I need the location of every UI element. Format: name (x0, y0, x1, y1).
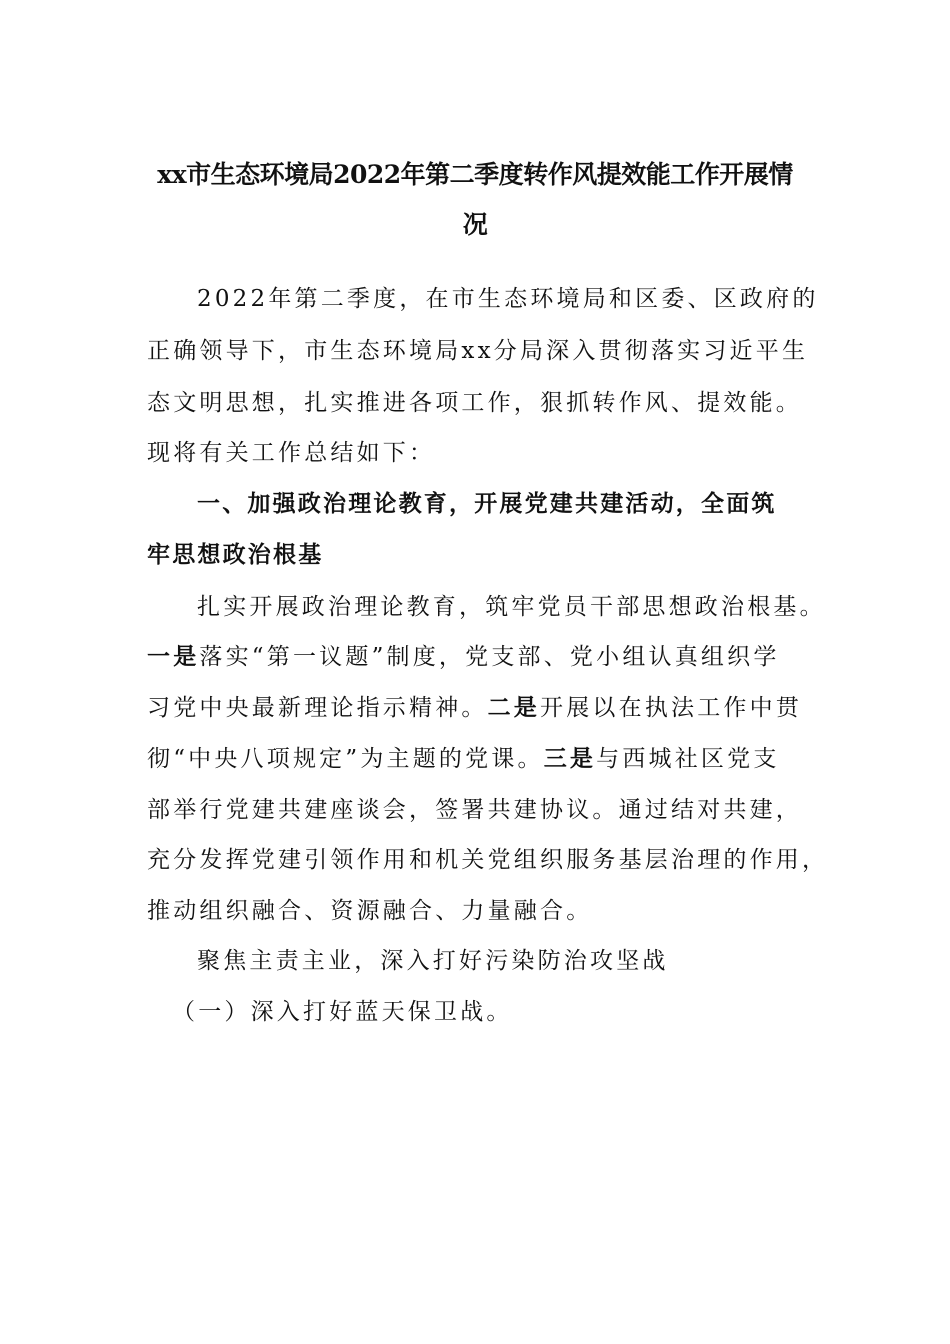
intro-paragraph-line: 正确领导下，市生态环境局xx分局深入贯彻落实习近平生 (147, 338, 809, 364)
body-text: 落实“第一议题”制度，党支部、党小组认真组织学 (199, 644, 780, 670)
section-1-heading: 一、加强政治理论教育，开展党建共建活动，全面筑 (197, 491, 777, 517)
intro-paragraph-line: 态文明思想，扎实推进各项工作，狠抓转作风、提效能。 (147, 390, 802, 416)
document-title-line-1: xx市生态环境局2022年第二季度转作风提效能工作开展情 (157, 160, 793, 189)
section-1-heading-cont: 牢思想政治根基 (147, 542, 324, 568)
body-text: 习党中央最新理论指示精神。 (147, 695, 488, 721)
body-text: 开展以在执法工作中贯 (540, 695, 803, 721)
section-1-body-line: 充分发挥党建引领作用和机关党组织服务基层治理的作用， (147, 847, 829, 873)
intro-paragraph-line: 现将有关工作总结如下： (147, 440, 436, 466)
section-1-body-line (147, 744, 780, 774)
subsection-1-heading: （一）深入打好蓝天保卫战。 (172, 999, 513, 1025)
section-2-heading: 聚焦主责主业，深入打好污染防治攻坚战 (197, 948, 669, 974)
body-text: 彻“中央八项规定”为主题的党课。 (147, 746, 544, 772)
section-1-body-line: 推动组织融合、资源融合、力量融合。 (147, 898, 593, 924)
section-1-body-line (147, 693, 802, 723)
emphasis-third: 三是 (543, 746, 597, 772)
section-1-body-line (147, 642, 780, 672)
intro-paragraph-line: 2022年第二季度，在市生态环境局和区委、区政府的 (197, 286, 819, 312)
section-1-body-line: 扎实开展政治理论教育，筑牢党员干部思想政治根基。 (197, 594, 826, 620)
emphasis-second: 二是 (487, 695, 541, 721)
section-1-body-line: 部举行党建共建座谈会，签署共建协议。通过结对共建， (147, 797, 802, 823)
body-text: 与西城社区党支 (596, 746, 780, 772)
emphasis-first: 一是 (147, 644, 200, 670)
document-title-line-2: 况 (462, 210, 488, 239)
